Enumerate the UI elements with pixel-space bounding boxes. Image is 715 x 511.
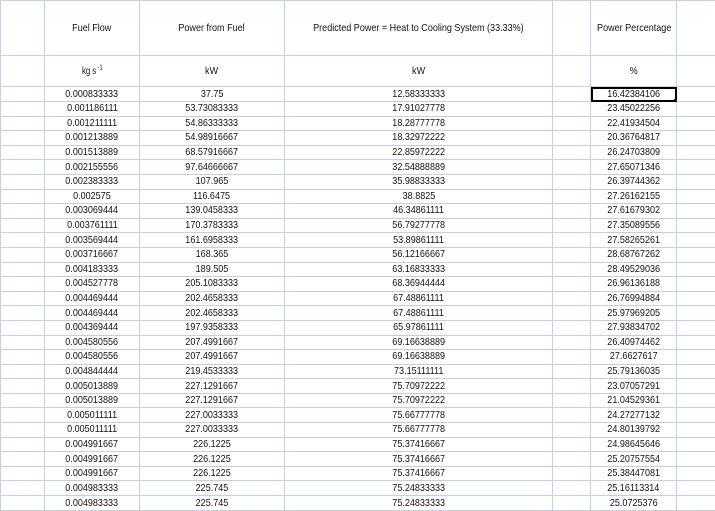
predicted-power-cell[interactable]: 38.8825 bbox=[285, 189, 553, 204]
fuel-flow-cell[interactable]: 0.004983333 bbox=[45, 496, 140, 511]
cell[interactable] bbox=[553, 189, 591, 204]
power-percentage-cell[interactable]: 27.65071346 bbox=[591, 160, 677, 175]
cell[interactable] bbox=[677, 87, 715, 102]
cell[interactable] bbox=[677, 393, 715, 408]
power-from-fuel-cell[interactable]: 170.3783333 bbox=[140, 218, 285, 233]
fuel-flow-cell[interactable]: 0.004369444 bbox=[45, 320, 140, 335]
predicted-power-cell[interactable]: 75.70972222 bbox=[285, 393, 553, 408]
power-percentage-cell[interactable]: 24.98645646 bbox=[591, 437, 677, 452]
cell[interactable] bbox=[1, 437, 45, 452]
table-row bbox=[1, 452, 715, 467]
cell[interactable] bbox=[1, 350, 45, 365]
power-percentage-cell[interactable]: 23.07057291 bbox=[591, 379, 677, 394]
table-row bbox=[1, 277, 715, 292]
power-percentage-cell[interactable]: 20.36764817 bbox=[591, 131, 677, 146]
cell[interactable] bbox=[553, 350, 591, 365]
power-from-fuel-cell[interactable]: 207.4991667 bbox=[140, 335, 285, 350]
cell[interactable] bbox=[677, 247, 715, 262]
cell[interactable] bbox=[677, 466, 715, 481]
power-percentage-cell[interactable]: 23.45022256 bbox=[591, 102, 677, 117]
cell[interactable] bbox=[677, 291, 715, 306]
fuel-flow-cell[interactable]: 0.002155556 bbox=[45, 160, 140, 175]
predicted-power-cell[interactable]: 46.34861111 bbox=[285, 204, 553, 219]
cell[interactable] bbox=[677, 481, 715, 496]
fuel-flow-cell[interactable]: 0.004469444 bbox=[45, 291, 140, 306]
power-percentage-cell[interactable]: 24.27277132 bbox=[591, 408, 677, 423]
cell[interactable] bbox=[553, 116, 591, 131]
predicted-power-cell[interactable]: 75.24833333 bbox=[285, 496, 553, 511]
cell[interactable] bbox=[1, 131, 45, 146]
cell[interactable] bbox=[1, 87, 45, 102]
table-row bbox=[1, 160, 715, 175]
power-percentage-cell[interactable]: 27.6627617 bbox=[591, 350, 677, 365]
cell[interactable] bbox=[677, 189, 715, 204]
fuel-flow-cell[interactable]: 0.004183333 bbox=[45, 262, 140, 277]
cell[interactable] bbox=[1, 481, 45, 496]
cell[interactable] bbox=[553, 335, 591, 350]
power-from-fuel-cell[interactable]: 161.6958333 bbox=[140, 233, 285, 248]
cell[interactable] bbox=[1, 102, 45, 117]
cell[interactable] bbox=[677, 423, 715, 438]
cell[interactable] bbox=[553, 393, 591, 408]
cell[interactable] bbox=[553, 496, 591, 511]
table-row bbox=[1, 379, 715, 394]
cell[interactable] bbox=[677, 335, 715, 350]
power-from-fuel-cell[interactable]: 227.0033333 bbox=[140, 423, 285, 438]
table-row bbox=[1, 437, 715, 452]
power-from-fuel-cell[interactable]: 97.64666667 bbox=[140, 160, 285, 175]
predicted-power-cell[interactable]: 32.54888889 bbox=[285, 160, 553, 175]
predicted-power-cell[interactable]: 75.66777778 bbox=[285, 408, 553, 423]
predicted-power-cell[interactable]: 53.89861111 bbox=[285, 233, 553, 248]
cell[interactable] bbox=[553, 87, 591, 102]
power-from-fuel-cell[interactable]: 226.1225 bbox=[140, 452, 285, 467]
cell[interactable] bbox=[1, 262, 45, 277]
power-from-fuel-cell[interactable]: 226.1225 bbox=[140, 466, 285, 481]
cell[interactable] bbox=[553, 277, 591, 292]
cell[interactable] bbox=[677, 145, 715, 160]
predicted-power-cell[interactable]: 75.37416667 bbox=[285, 437, 553, 452]
table-row bbox=[1, 393, 715, 408]
table-row bbox=[1, 481, 715, 496]
cell[interactable] bbox=[553, 466, 591, 481]
table-row bbox=[1, 247, 715, 262]
fuel-flow-cell[interactable]: 0.002383333 bbox=[45, 174, 140, 189]
predicted-power-cell[interactable]: 75.24833333 bbox=[285, 481, 553, 496]
cell[interactable] bbox=[1, 291, 45, 306]
power-from-fuel-cell[interactable]: 139.0458333 bbox=[140, 204, 285, 219]
power-from-fuel-cell[interactable]: 225.745 bbox=[140, 481, 285, 496]
unit-fuel-flow[interactable]: kg $s^{-1}$ bbox=[45, 55, 140, 87]
predicted-power-cell[interactable]: 56.12166667 bbox=[285, 247, 553, 262]
table-row bbox=[1, 102, 715, 117]
header-predicted-power[interactable]: Predicted Power = Heat to Cooling System (33.33%) bbox=[285, 1, 553, 56]
fuel-flow-cell[interactable]: 0.004991667 bbox=[45, 466, 140, 481]
predicted-power-cell[interactable]: 22.85972222 bbox=[285, 145, 553, 160]
fuel-flow-cell[interactable]: 0.003069444 bbox=[45, 204, 140, 219]
power-percentage-cell[interactable]: 27.93834702 bbox=[591, 320, 677, 335]
cell[interactable] bbox=[1, 55, 45, 87]
cell[interactable] bbox=[553, 452, 591, 467]
power-percentage-cell[interactable]: 27.58265261 bbox=[591, 233, 677, 248]
cell[interactable] bbox=[1, 1, 45, 56]
power-from-fuel-cell[interactable]: 168.365 bbox=[140, 247, 285, 262]
predicted-power-cell[interactable]: 69.16638889 bbox=[285, 335, 553, 350]
cell[interactable] bbox=[553, 247, 591, 262]
cell[interactable] bbox=[1, 233, 45, 248]
unit-predicted-power[interactable]: kW bbox=[285, 55, 553, 87]
predicted-power-cell[interactable]: 18.28777778 bbox=[285, 116, 553, 131]
power-from-fuel-cell[interactable]: 227.1291667 bbox=[140, 393, 285, 408]
fuel-flow-cell[interactable]: 0.003716667 bbox=[45, 247, 140, 262]
table-row bbox=[1, 335, 715, 350]
power-percentage-cell[interactable]: 26.24703809 bbox=[591, 145, 677, 160]
power-from-fuel-cell[interactable]: 54.86333333 bbox=[140, 116, 285, 131]
cell[interactable] bbox=[677, 204, 715, 219]
table-row bbox=[1, 291, 715, 306]
cell[interactable] bbox=[677, 452, 715, 467]
units-row bbox=[1, 55, 715, 87]
cell[interactable] bbox=[1, 277, 45, 292]
power-from-fuel-cell[interactable]: 219.4533333 bbox=[140, 364, 285, 379]
cell[interactable] bbox=[553, 364, 591, 379]
cell[interactable] bbox=[677, 1, 715, 56]
power-from-fuel-cell[interactable]: 107.965 bbox=[140, 174, 285, 189]
cell[interactable] bbox=[1, 466, 45, 481]
power-percentage-cell[interactable]: 26.40974462 bbox=[591, 335, 677, 350]
cell[interactable] bbox=[677, 218, 715, 233]
fuel-flow-cell[interactable]: 0.003761111 bbox=[45, 218, 140, 233]
power-percentage-cell[interactable]: 27.26162155 bbox=[591, 189, 677, 204]
fuel-flow-cell[interactable]: 0.004991667 bbox=[45, 452, 140, 467]
fuel-flow-cell[interactable]: 0.001513889 bbox=[45, 145, 140, 160]
power-percentage-cell[interactable]: 27.61679302 bbox=[591, 204, 677, 219]
power-from-fuel-cell[interactable]: 54.98916667 bbox=[140, 131, 285, 146]
cell[interactable] bbox=[1, 204, 45, 219]
fuel-flow-cell[interactable]: 0.004527778 bbox=[45, 277, 140, 292]
power-percentage-cell[interactable]: 25.0725376 bbox=[591, 496, 677, 511]
predicted-power-cell[interactable]: 67.48861111 bbox=[285, 306, 553, 321]
power-from-fuel-cell[interactable]: 189.505 bbox=[140, 262, 285, 277]
cell[interactable] bbox=[677, 408, 715, 423]
cell[interactable] bbox=[677, 233, 715, 248]
power-percentage-cell[interactable]: 26.76994884 bbox=[591, 291, 677, 306]
fuel-flow-cell[interactable]: 0.005013889 bbox=[45, 393, 140, 408]
power-percentage-cell[interactable]: 26.39744362 bbox=[591, 174, 677, 189]
power-from-fuel-cell[interactable]: 225.745 bbox=[140, 496, 285, 511]
cell[interactable] bbox=[1, 174, 45, 189]
table-row bbox=[1, 320, 715, 335]
fuel-flow-cell[interactable]: 0.004991667 bbox=[45, 437, 140, 452]
fuel-flow-cell[interactable]: 0.000833333 bbox=[45, 87, 140, 102]
fuel-flow-cell[interactable]: 0.001211111 bbox=[45, 116, 140, 131]
table-row bbox=[1, 496, 715, 511]
predicted-power-cell[interactable]: 75.37416667 bbox=[285, 466, 553, 481]
cell[interactable] bbox=[1, 335, 45, 350]
table-row bbox=[1, 204, 715, 219]
cell[interactable] bbox=[553, 423, 591, 438]
cell[interactable] bbox=[677, 496, 715, 511]
table-row bbox=[1, 131, 715, 146]
cell[interactable] bbox=[1, 364, 45, 379]
table-row bbox=[1, 466, 715, 481]
cell[interactable] bbox=[553, 160, 591, 175]
cell[interactable] bbox=[1, 189, 45, 204]
header-row bbox=[1, 1, 715, 56]
power-percentage-cell[interactable]: 28.68767262 bbox=[591, 247, 677, 262]
cell[interactable] bbox=[677, 437, 715, 452]
cell[interactable] bbox=[677, 262, 715, 277]
cell[interactable] bbox=[1, 160, 45, 175]
cell[interactable] bbox=[553, 306, 591, 321]
power-from-fuel-cell[interactable]: 205.1083333 bbox=[140, 277, 285, 292]
cell[interactable] bbox=[553, 145, 591, 160]
cell[interactable] bbox=[1, 247, 45, 262]
fuel-flow-cell[interactable]: 0.004469444 bbox=[45, 306, 140, 321]
power-from-fuel-cell[interactable]: 53.73083333 bbox=[140, 102, 285, 117]
power-from-fuel-cell[interactable]: 202.4658333 bbox=[140, 291, 285, 306]
cell[interactable] bbox=[1, 116, 45, 131]
power-from-fuel-cell[interactable]: 227.0033333 bbox=[140, 408, 285, 423]
power-percentage-cell[interactable]: 25.38447081 bbox=[591, 466, 677, 481]
power-percentage-cell[interactable]: 25.16113314 bbox=[591, 481, 677, 496]
table-row bbox=[1, 233, 715, 248]
cell[interactable] bbox=[1, 145, 45, 160]
power-from-fuel-cell[interactable]: 68.57916667 bbox=[140, 145, 285, 160]
table-row bbox=[1, 306, 715, 321]
fuel-flow-cell[interactable]: 0.005013889 bbox=[45, 379, 140, 394]
predicted-power-cell[interactable]: 12.58333333 bbox=[285, 87, 553, 102]
cell[interactable] bbox=[553, 233, 591, 248]
cell[interactable] bbox=[553, 218, 591, 233]
cell[interactable] bbox=[1, 379, 45, 394]
table-row bbox=[1, 364, 715, 379]
power-percentage-cell[interactable]: 21.04529361 bbox=[591, 393, 677, 408]
power-percentage-cell[interactable]: 26.96136188 bbox=[591, 277, 677, 292]
header-fuel-flow[interactable]: Fuel Flow bbox=[45, 1, 140, 56]
table-row bbox=[1, 174, 715, 189]
cell[interactable] bbox=[1, 218, 45, 233]
fuel-flow-cell[interactable]: 0.004844444 bbox=[45, 364, 140, 379]
cell[interactable] bbox=[677, 306, 715, 321]
fuel-flow-cell[interactable]: 0.004580556 bbox=[45, 335, 140, 350]
cell[interactable] bbox=[677, 277, 715, 292]
cell[interactable] bbox=[1, 320, 45, 335]
fuel-flow-cell[interactable]: 0.001186111 bbox=[45, 102, 140, 117]
power-percentage-cell[interactable]: 25.97969205 bbox=[591, 306, 677, 321]
fuel-flow-cell[interactable]: 0.003569444 bbox=[45, 233, 140, 248]
power-from-fuel-cell[interactable]: 226.1225 bbox=[140, 437, 285, 452]
cell[interactable] bbox=[677, 364, 715, 379]
cell[interactable] bbox=[553, 437, 591, 452]
cell[interactable] bbox=[1, 306, 45, 321]
cell[interactable] bbox=[553, 1, 591, 56]
cell[interactable] bbox=[677, 160, 715, 175]
cell[interactable] bbox=[677, 174, 715, 189]
cell[interactable] bbox=[553, 102, 591, 117]
predicted-power-cell[interactable]: 63.16833333 bbox=[285, 262, 553, 277]
fuel-flow-cell[interactable]: 0.002575 bbox=[45, 189, 140, 204]
cell[interactable] bbox=[553, 174, 591, 189]
predicted-power-cell[interactable]: 69.16638889 bbox=[285, 350, 553, 365]
power-percentage-cell[interactable]: 22.41934504 bbox=[591, 116, 677, 131]
table-row bbox=[1, 218, 715, 233]
cell[interactable] bbox=[553, 291, 591, 306]
table-row bbox=[1, 350, 715, 365]
fuel-flow-cell[interactable]: 0.004983333 bbox=[45, 481, 140, 496]
cell[interactable] bbox=[1, 393, 45, 408]
table-row bbox=[1, 145, 715, 160]
power-percentage-cell[interactable]: 25.79136035 bbox=[591, 364, 677, 379]
cell[interactable] bbox=[553, 55, 591, 87]
cell[interactable] bbox=[553, 262, 591, 277]
header-power-percentage[interactable]: Power Percentage bbox=[591, 1, 677, 56]
predicted-power-cell[interactable]: 73.15111111 bbox=[285, 364, 553, 379]
cell[interactable] bbox=[1, 496, 45, 511]
cell[interactable] bbox=[677, 320, 715, 335]
selected-cell[interactable]: 16.42384106 bbox=[591, 87, 677, 102]
predicted-power-cell[interactable]: 75.37416667 bbox=[285, 452, 553, 467]
unit-power-from-fuel[interactable]: kW bbox=[140, 55, 285, 87]
power-percentage-cell[interactable]: 27.35089556 bbox=[591, 218, 677, 233]
table-row bbox=[1, 408, 715, 423]
table-row bbox=[1, 262, 715, 277]
cell[interactable] bbox=[1, 423, 45, 438]
power-from-fuel-cell[interactable]: 227.1291667 bbox=[140, 379, 285, 394]
cell[interactable] bbox=[553, 408, 591, 423]
cell[interactable] bbox=[677, 116, 715, 131]
cell[interactable] bbox=[677, 55, 715, 87]
cell[interactable] bbox=[553, 204, 591, 219]
cell[interactable] bbox=[677, 131, 715, 146]
cell[interactable] bbox=[677, 379, 715, 394]
predicted-power-cell[interactable]: 35.98833333 bbox=[285, 174, 553, 189]
predicted-power-cell[interactable]: 75.66777778 bbox=[285, 423, 553, 438]
fuel-flow-cell[interactable]: 0.005011111 bbox=[45, 408, 140, 423]
fuel-flow-cell[interactable]: 0.005011111 bbox=[45, 423, 140, 438]
power-from-fuel-cell[interactable]: 202.4658333 bbox=[140, 306, 285, 321]
power-from-fuel-cell[interactable]: 37.75 bbox=[140, 87, 285, 102]
cell[interactable] bbox=[553, 131, 591, 146]
power-from-fuel-cell[interactable]: 197.9358333 bbox=[140, 320, 285, 335]
table-row bbox=[1, 116, 715, 131]
fuel-flow-cell[interactable]: 0.004580556 bbox=[45, 350, 140, 365]
table-row bbox=[1, 423, 715, 438]
cell[interactable] bbox=[553, 379, 591, 394]
cell[interactable] bbox=[677, 350, 715, 365]
predicted-power-cell[interactable]: 56.79277778 bbox=[285, 218, 553, 233]
predicted-power-cell[interactable]: 17.91027778 bbox=[285, 102, 553, 117]
power-from-fuel-cell[interactable]: 207.4991667 bbox=[140, 350, 285, 365]
predicted-power-cell[interactable]: 75.70972222 bbox=[285, 379, 553, 394]
cell[interactable] bbox=[553, 481, 591, 496]
predicted-power-cell[interactable]: 65.97861111 bbox=[285, 320, 553, 335]
predicted-power-cell[interactable]: 68.36944444 bbox=[285, 277, 553, 292]
unit-power-percentage[interactable]: % bbox=[591, 55, 677, 87]
header-power-from-fuel[interactable]: Power from Fuel bbox=[140, 1, 285, 56]
table-row bbox=[1, 189, 715, 204]
predicted-power-cell[interactable]: 18.32972222 bbox=[285, 131, 553, 146]
power-percentage-cell[interactable]: 24.80139792 bbox=[591, 423, 677, 438]
predicted-power-cell[interactable]: 67.48861111 bbox=[285, 291, 553, 306]
cell[interactable] bbox=[553, 320, 591, 335]
cell[interactable] bbox=[677, 102, 715, 117]
power-percentage-cell[interactable]: 25.20757554 bbox=[591, 452, 677, 467]
cell[interactable] bbox=[1, 452, 45, 467]
table-row bbox=[1, 87, 715, 102]
fuel-flow-cell[interactable]: 0.001213889 bbox=[45, 131, 140, 146]
power-percentage-cell[interactable]: 28.49529036 bbox=[591, 262, 677, 277]
power-from-fuel-cell[interactable]: 116.6475 bbox=[140, 189, 285, 204]
cell[interactable] bbox=[1, 408, 45, 423]
